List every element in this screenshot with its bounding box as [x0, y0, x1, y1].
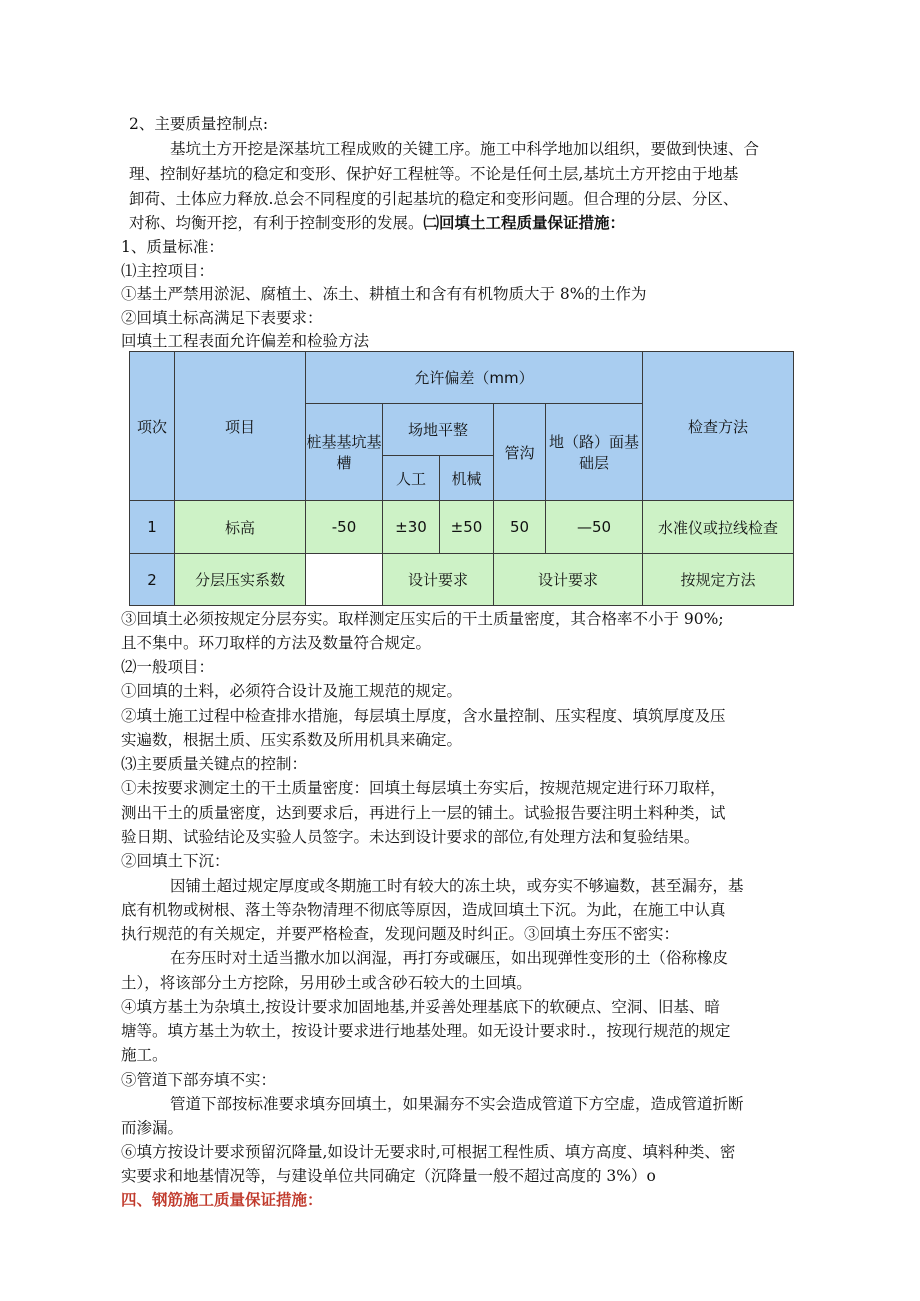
cell-pipe: 50	[494, 501, 546, 554]
paragraph-line-text: 对称、均衡开挖，有利于控制变形的发展。	[129, 214, 424, 232]
table-row	[130, 554, 794, 606]
heading-quality-control-points: 2、主要质量控制点:	[129, 115, 269, 133]
section-heading-backfill: ㈡回填土工程质量保证措施：	[423, 213, 626, 232]
paragraph-line: 执行规范的有关规定，并要严格检查，发现问题及时纠正。③回填土夯压不密实：	[121, 925, 680, 943]
section-heading-rebar: 四、钢筋施工质量保证措施：	[121, 1190, 323, 1209]
paragraph-line: 测出干土的质量密度，达到要求后，再进行上一层的铺土。试验报告要注明土料种类，试	[121, 804, 726, 822]
cell-pile	[306, 554, 383, 606]
paragraph-line: ①未按要求测定土的干土质量密度：回填土每层填土夯实后，按规范规定进行环刀取样，	[121, 779, 726, 797]
heading-key-points: ⑶主要质量关键点的控制：	[121, 755, 308, 773]
cell-pipe-ground: 设计要求	[494, 554, 643, 606]
paragraph-line: 底有机物或树根、落土等杂物清理不彻底等原因，造成回填土下沉。为此，在施工中认真	[121, 901, 726, 919]
cell-method: 水准仪或拉线检查	[643, 501, 794, 554]
heading-main-items: ⑴主控项目：	[121, 262, 215, 280]
header-manual: 人工	[383, 456, 440, 501]
paragraph-line: ④填方基土为杂填土,按设计要求加固地基,并妥善处理基底下的软硬点、空洞、旧基、暗	[121, 998, 720, 1016]
cell-no: 2	[130, 554, 175, 606]
paragraph-line: 卸荷、土体应力释放.总会不同程度的引起基坑的稳定和变形问题。但合理的分层、分区、	[129, 190, 739, 208]
paragraph-line: 实要求和地基情况等，与建设单位共同确定（沉降量一般不超过高度的 3%）o	[121, 1167, 656, 1185]
cell-item: 分层压实系数	[175, 554, 306, 606]
paragraph-line: 基坑土方开挖是深基坑工程成败的关键工序。施工中科学地加以组织，要做到快速、合	[170, 140, 760, 158]
header-pile-pit: 桩基基坑基槽	[306, 404, 383, 501]
paragraph-line: ①回填的土料，必须符合设计及施工规范的规定。	[121, 682, 463, 700]
cell-method: 按规定方法	[643, 554, 794, 606]
paragraph-line: 塘等。填方基土为软土，按设计要求进行地基处理。如无设计要求时.，按现行规范的规定	[121, 1022, 731, 1040]
header-tolerance: 允许偏差（mm）	[306, 352, 643, 404]
heading-quality-standard: 1、质量标准：	[121, 238, 224, 256]
paragraph-line: ②回填土标高满足下表要求：	[121, 309, 323, 327]
cell-site: 设计要求	[383, 554, 494, 606]
paragraph-line: 实遍数，根据土质、压实系数及所用机具来确定。	[121, 731, 463, 749]
paragraph-line: 管道下部按标准要求填夯回填土，如果漏夯不实会造成管道下方空虚，造成管道折断	[170, 1095, 744, 1113]
paragraph-line: ⑥填方按设计要求预留沉降量,如设计无要求时,可根据工程性质、填方高度、填料种类、密	[121, 1143, 736, 1161]
paragraph-line: 因铺土超过规定厚度或冬期施工时有较大的冻土块，或夯实不够遍数，甚至漏夯，基	[170, 877, 744, 895]
paragraph-line	[129, 213, 625, 233]
paragraph-line: ③回填土必须按规定分层夯实。取样测定压实后的干土质量密度，其合格率不小于 90%;	[121, 610, 724, 628]
paragraph-line: 在夯压时对土适当撒水加以润湿，再打夯或碾压，如出现弹性变形的土（俗称橡皮	[170, 949, 729, 967]
cell-item: 标高	[175, 501, 306, 554]
cell-manual: ±30	[383, 501, 440, 554]
paragraph-line: 理、控制好基坑的稳定和变形、保护好工程桩等。不论是任何土层,基坑土方开挖由于地基	[129, 165, 739, 183]
paragraph-line: ②填土施工过程中检查排水措施，每层填土厚度，含水量控制、压实程度、填筑厚度及压	[121, 707, 726, 725]
paragraph-line: ①基土严禁用淤泥、腐植土、冻土、耕植土和含有有机物质大于 8%的土作为	[121, 285, 647, 303]
cell-no: 1	[130, 501, 175, 554]
table-caption: 回填土工程表面允许偏差和检验方法	[121, 332, 370, 350]
paragraph-line: 且不集中。环刀取样的方法及数量符合规定。	[121, 634, 432, 652]
header-check-method: 检查方法	[643, 352, 794, 501]
table-row	[130, 501, 794, 554]
paragraph-line: ⑤管道下部夯填不实：	[121, 1071, 277, 1089]
header-site-leveling: 场地平整	[383, 404, 494, 456]
paragraph-line: 而渗漏。	[121, 1119, 184, 1137]
header-ground-base: 地（路）面基础层	[546, 404, 643, 501]
cell-machine: ±50	[440, 501, 494, 554]
paragraph-line: ②回填土下沉：	[121, 852, 230, 870]
paragraph-line: 土），将该部分土方挖除，另用砂土或含砂石较大的土回填。	[121, 974, 532, 992]
header-machine: 机械	[440, 456, 494, 501]
heading-general-items: ⑵一般项目：	[121, 658, 215, 676]
paragraph-line: 验日期、试验结论及实验人员签字。未达到设计要求的部位,有处理方法和复验结果。	[121, 828, 700, 846]
header-pipe-trench: 管沟	[494, 404, 546, 501]
tolerance-table	[129, 351, 794, 606]
cell-pile: -50	[306, 501, 383, 554]
cell-ground: —50	[546, 501, 643, 554]
header-item: 项目	[175, 352, 306, 501]
paragraph-line: 施工。	[121, 1046, 168, 1064]
header-item-no: 项次	[130, 352, 175, 501]
